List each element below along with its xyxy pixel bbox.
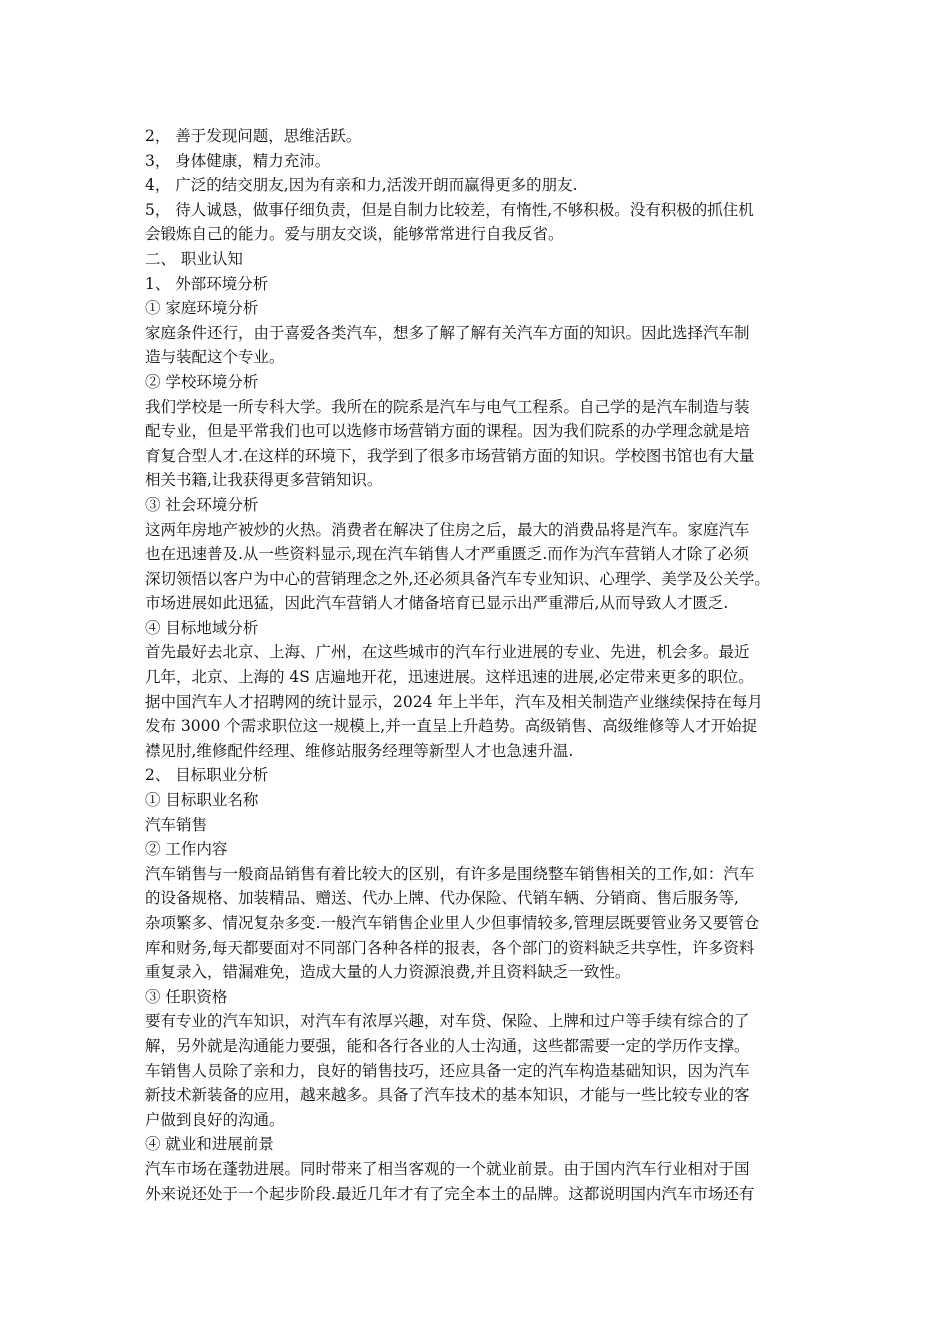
item-heading: ③ 任职资格	[145, 987, 228, 1006]
item-heading: ④ 目标地域分析	[145, 618, 259, 637]
section-heading: 二、 职业认知	[145, 249, 243, 268]
text-line: 相关书籍,让我获得更多营销知识。	[145, 471, 383, 490]
text-line: 杂项繁多、情况复杂多变.一般汽车销售企业里人少但事情较多,管理层既要管业务又要管仓	[145, 914, 760, 932]
text-line: 家庭条件还行，由于喜爱各类汽车，想多了解了解有关汽车方面的知识。因此选择汽车制	[145, 323, 750, 342]
text-line: 会锻炼自己的能力。爱与朋友交谈，能够常常进行自我反省。	[145, 225, 564, 244]
text-line: 3， 身体健康，精力充沛。	[145, 151, 331, 170]
text-line: 的设备规格、加装精品、赠送、代办上牌、代办保险、代销车辆、分销商、售后服务等,	[145, 889, 739, 908]
text-line: 户做到良好的沟通。	[145, 1110, 285, 1129]
text-line: 汽车销售	[145, 815, 208, 834]
document-body	[145, 124, 810, 1206]
text-line: 据中国汽车人才招聘网的统计显示，2024 年上半年，汽车及相关制造产业继续保持在每月	[145, 692, 763, 711]
subsection-heading: 2、 目标职业分析	[145, 766, 269, 785]
item-heading: ① 家庭环境分析	[145, 299, 259, 318]
text-line: 汽车市场在蓬勃进展。同时带来了相当客观的一个就业前景。由于国内汽车行业相对于国	[145, 1159, 750, 1178]
text-line: 市场进展如此迅猛，因此汽车营销人才储备培育已显示出严重滞后,从而导致人才匮乏.	[145, 594, 729, 613]
item-heading: ② 工作内容	[145, 840, 228, 859]
item-heading: ③ 社会环境分析	[145, 495, 259, 514]
text-line: 4， 广泛的结交朋友,因为有亲和力,活泼开朗而赢得更多的朋友.	[145, 176, 578, 195]
item-heading: ① 目标职业名称	[145, 791, 259, 810]
text-line: 造与装配这个专业。	[145, 348, 285, 367]
text-line: 襟见肘,维修配件经理、维修站服务经理等新型人才也急速升温.	[145, 741, 574, 760]
text-line: 首先最好去北京、上海、广州，在这些城市的汽车行业进展的专业、先进，机会多。最近	[145, 643, 750, 662]
text-line: 5， 待人诚恳，做事仔细负责，但是自制力比较差，有惰性,不够积极。没有积极的抓住机	[145, 200, 754, 219]
text-line: 配专业，但是平常我们也可以选修市场营销方面的课程。因为我们院系的办学理念就是培	[145, 422, 750, 441]
text-line: 解，另外就是沟通能力要强，能和各行各业的人士沟通，这些都需要一定的学历作支撑。	[145, 1036, 750, 1055]
text-line: 深切领悟以客户为中心的营销理念之外,还必须具备汽车专业知识、心理学、美学及公关学。	[145, 569, 770, 588]
text-line: 外来说还处于一个起步阶段.最近几年才有了完全本土的品牌。这都说明国内汽车市场还有	[145, 1184, 755, 1203]
text-line: 库和财务,每天都要面对不同部门各种各样的报表，各个部门的资料缺乏共享性，许多资料	[145, 938, 755, 957]
text-line: 发布 3000 个需求职位这一规模上,并一直呈上升趋势。高级销售、高级维修等人才开始捉	[145, 717, 758, 736]
text-line: 车销售人员除了亲和力，良好的销售技巧，还应具备一定的汽车构造基础知识，因为汽车	[145, 1061, 750, 1080]
text-line: 新技术新装备的应用，越来越多。具备了汽车技术的基本知识，才能与一些比较专业的客	[145, 1086, 750, 1105]
subsection-heading: 1、 外部环境分析	[145, 274, 269, 293]
item-heading: ④ 就业和进展前景	[145, 1135, 274, 1154]
text-line: 这两年房地产被炒的火热。消费者在解决了住房之后，最大的消费品将是汽车。家庭汽车	[145, 520, 750, 539]
text-line: 要有专业的汽车知识，对汽车有浓厚兴趣，对车贷、保险、上牌和过户等手续有综合的了	[145, 1012, 750, 1031]
text-line: 重复录入，错漏难免，造成大量的人力资源浪费,并且资料缺乏一致性。	[145, 963, 631, 982]
text-line: 几年，北京、上海的 4S 店遍地开花，迅速进展。这样迅速的进展,必定带来更多的职位。	[145, 668, 754, 687]
text-line: 也在迅速普及.从一些资料显示,现在汽车销售人才严重匮乏.而作为汽车营销人才除了必须	[145, 545, 749, 564]
text-line: 育复合型人才.在这样的环境下，我学到了很多市场营销方面的知识。学校图书馆也有大量	[145, 446, 755, 465]
text-line: 我们学校是一所专科大学。我所在的院系是汽车与电气工程系。自己学的是汽车制造与装	[145, 397, 750, 416]
item-heading: ② 学校环境分析	[145, 372, 259, 391]
text-line: 汽车销售与一般商品销售有着比较大的区别，有许多是围绕整车销售相关的工作,如：汽车	[145, 864, 755, 883]
text-line: 2， 善于发现问题，思维活跃。	[145, 127, 362, 145]
